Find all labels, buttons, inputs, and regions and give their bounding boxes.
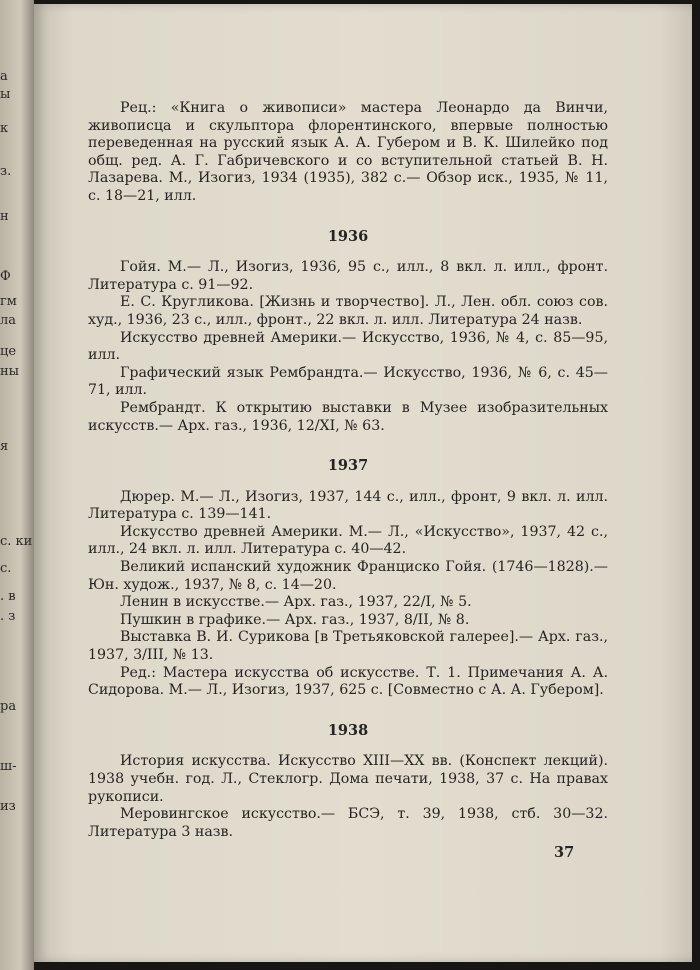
left-margin-fragment: н [0,209,9,224]
left-margin-fragment: из [0,799,16,814]
left-margin-fragment: к [0,121,9,136]
left-margin-fragment: з. [0,164,12,179]
left-margin-fragment: с. ки [0,534,33,549]
bibliography-entry: Гойя. М.— Л., Изогиз, 1936, 95 с., илл., 8 вкл. л. илл., фронт. Литература с. 91—92. [88,259,608,293]
left-margin-fragment: с. [0,561,12,576]
bibliography-entry: История искусства. Искусство XIII—XX вв. (Конспект лекций). 1938 учебн. год. Л., Стеклогр. Дома печати, 1938, 37 с. На правах рукописи. [88,753,608,805]
left-margin-fragment: ны [0,364,20,379]
bibliography-entry: Е. С. Кругликова. [Жизнь и творчество]. Л., Лен. обл. союз сов. худ., 1936, 23 с., илл., фронт., 22 вкл. л. илл. Литература 24 назв. [88,294,608,328]
bibliography-entry: Меровингское искусство.— БСЭ, т. 39, 1938, стб. 30—32. Литература 3 назв. [88,806,608,840]
left-margin-fragment: гм [0,294,17,309]
left-margin-fragment: ла [0,313,17,328]
bibliography-entry: Рембрандт. К открытию выставки в Музее изобразительных искусств.— Арх. газ., 1936, 12/XI, № 63. [88,399,608,434]
left-margin-fragment: я [0,439,9,454]
book-page [34,4,692,962]
left-margin-fragment: це [0,344,17,359]
bibliography-entry: Рец.: «Книга о живописи» мастера Леонардо да Винчи, живописца и скульптора флорентинского, впервые полностью переведенная на русский язык А. А. Губером и В. К. Шилейко под общ. ред. А. Г. Габричевского и со вступительной статьей В. Н. Лазарева. М., Изогиз, 1934 (1935), 382 с.— Обзор иск., 1935, № 11, с. 18—21, илл. [88,100,608,204]
left-margin-fragment: а [0,69,8,84]
bibliography-entry: Искусство древней Америки. М.— Л., «Искусство», 1937, 42 с., илл., 24 вкл. л. илл. Литература с. 40—42. [88,523,608,558]
bibliography-entry: Ред.: Мастера искусства об искусстве. Т. 1. Примечания А. А. Сидорова. М.— Л., Изогиз, 1937, 625 с. [Совместно с А. А. Губером]. [88,664,608,699]
bibliography-entry: Графический язык Рембрандта.— Искусство, 1936, № 6, с. 45—71, илл. [88,364,608,399]
year-heading: 1936 [327,227,369,245]
bibliography-entry: Ленин в искусстве.— Арх. газ., 1937, 22/I, № 5. [120,594,472,611]
bibliography-entry: Выставка В. И. Сурикова [в Третьяковской галерее].— Арх. газ., 1937, 3/III, № 13. [88,629,608,664]
bibliography-list [88,100,608,841]
page-number: 37 [554,844,575,861]
left-margin-fragment: ра [0,699,17,714]
year-heading: 1937 [327,457,369,475]
bibliography-entry: Искусство древней Америки.— Искусство, 1936, № 4, с. 85—95, илл. [88,329,608,364]
left-page-edge [0,0,34,970]
bibliography-entry: Великий испанский художник Франциско Гойя. (1746—1828).— Юн. худож., 1937, № 8, с. 14—20. [88,559,608,593]
left-margin-fragment: ш- [0,759,17,774]
bibliography-entry: Дюрер. М.— Л., Изогиз, 1937, 144 с., илл., фронт, 9 вкл. л. илл. Литература с. 139—141. [88,488,608,523]
left-margin-fragment: . з [0,609,16,624]
bibliography-entry: Пушкин в графике.— Арх. газ., 1937, 8/II, № 8. [120,611,470,628]
year-heading: 1938 [327,721,369,739]
left-margin-fragment: Ф [0,269,11,284]
left-margin-fragment: ы [0,87,11,102]
left-margin-fragment: . в [0,589,16,604]
